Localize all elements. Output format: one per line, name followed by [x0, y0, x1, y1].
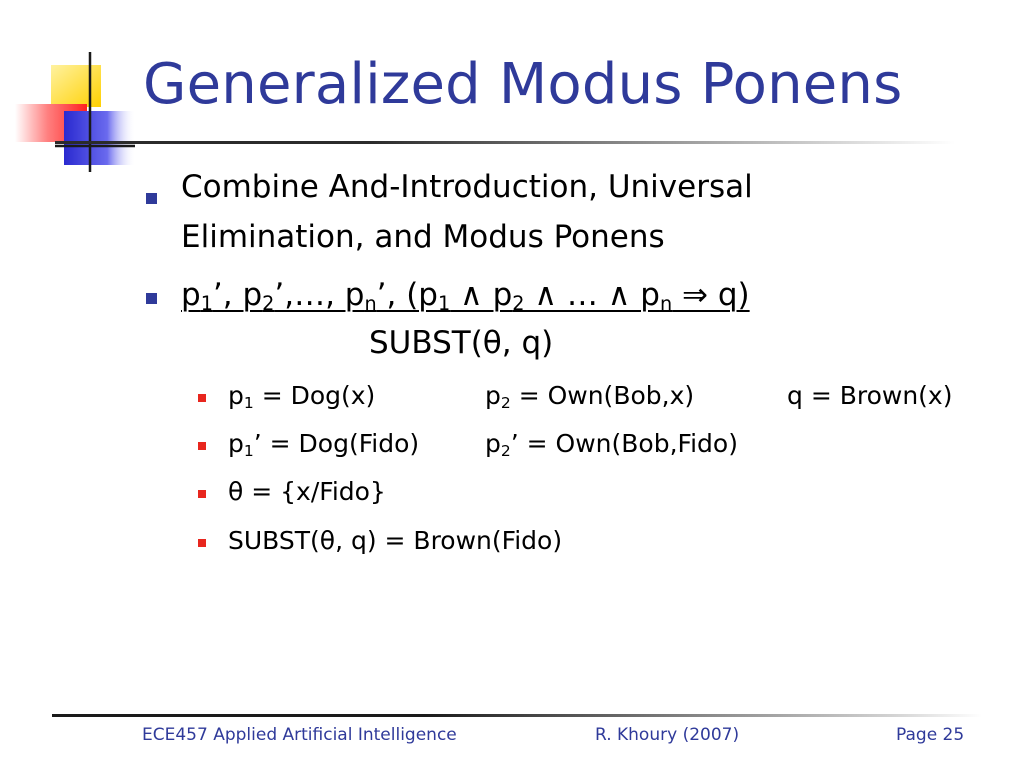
footer-page-number: Page 25	[896, 725, 965, 745]
bullet-1-line-2: Elimination, and Modus Ponens	[181, 219, 665, 255]
sub-bullet-row-3: θ = {x/Fido}	[228, 477, 386, 506]
footer-author: R. Khoury (2007)	[595, 725, 740, 745]
sub-bullet-row-2: $p_1$’ = Dog(Fido)	[228, 429, 420, 460]
slide-title: Generalized Modus Ponens	[143, 52, 903, 117]
sub-bullet-row-1-col-3: q = Brown(x)	[787, 381, 953, 410]
sub-bullet-row-2-col-2: $p_2$’ = Own(Bob,Fido)	[485, 429, 738, 460]
sub-bullet-marker	[198, 394, 206, 402]
sub-bullet-marker	[198, 539, 206, 547]
bullet-marker	[146, 193, 157, 204]
sub-bullet-marker	[198, 490, 206, 498]
sub-bullet-row-1-col-2: $p_2 = Own(Bob,x)$	[485, 381, 695, 412]
slide-logo	[0, 0, 140, 180]
sub-bullet-row-1: $p_1 = Dog(x)$	[228, 381, 376, 412]
sub-bullet-row-4: SUBST(θ, q) = Brown(Fido)	[228, 526, 563, 555]
footer-course: ECE457 Applied Artificial Intelligence	[142, 725, 457, 745]
bullet-1-line-1: Combine And-Introduction, Universal	[181, 169, 753, 205]
rule-conclusion: SUBST(θ, q)	[369, 325, 554, 361]
bullet-marker	[146, 293, 157, 304]
footer-divider	[52, 714, 982, 717]
title-divider	[55, 141, 955, 144]
rule-premises: $p_1$’, $p_2’,\dots$, $p_n$’, ($p_1$ ∧ $p_2$ ∧ … ∧ $p_n$ ⇒ q)	[181, 277, 750, 315]
sub-bullet-marker	[198, 442, 206, 450]
